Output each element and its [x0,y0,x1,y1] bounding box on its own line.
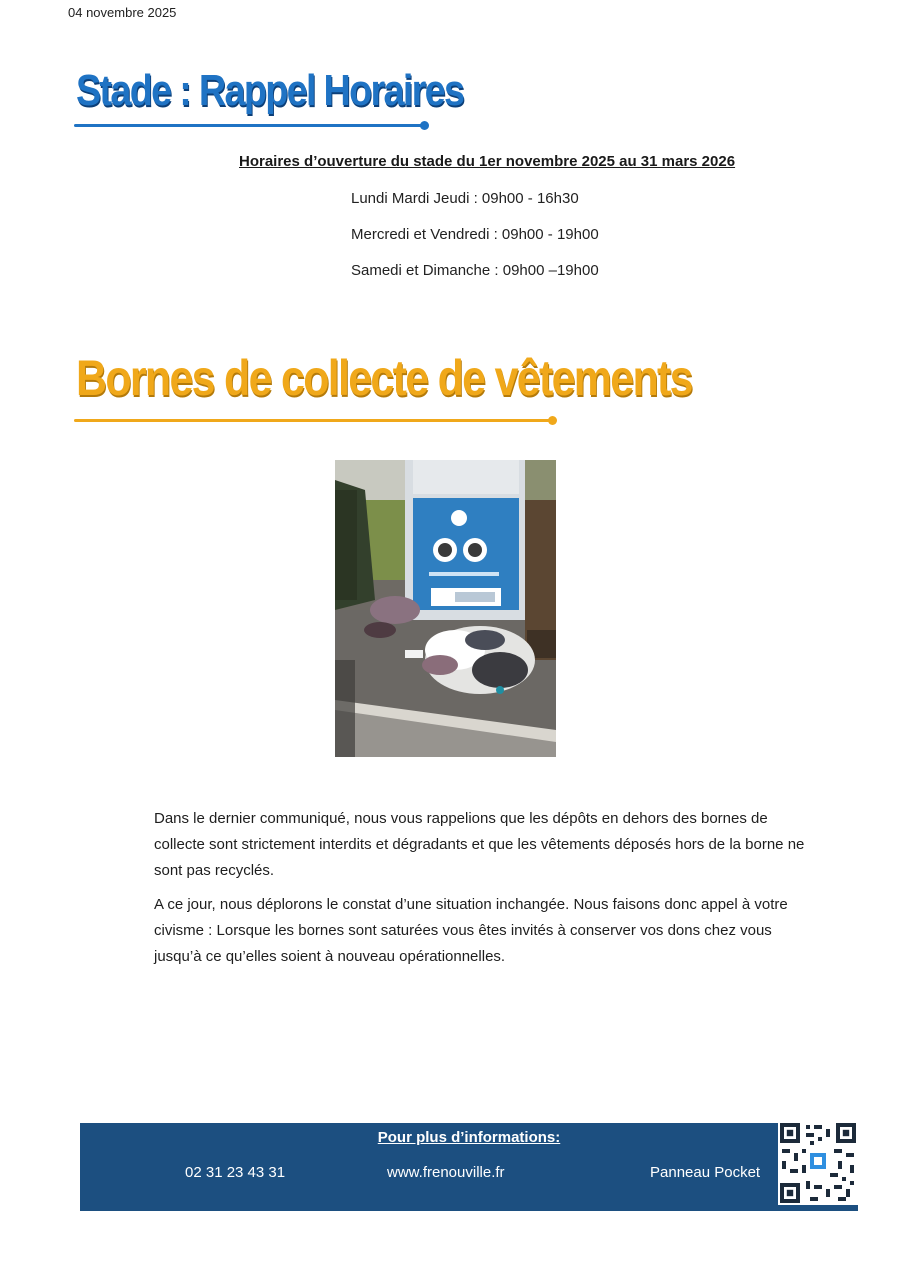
stade-schedule-list [351,190,599,298]
collection-bin-photo [335,460,556,757]
stade-section-title: Stade : Rappel Horaires [76,66,464,115]
bornes-title-underline [74,419,552,422]
document-date: 04 novembre 2025 [68,5,177,20]
bornes-paragraph-2: A ce jour, nous déplorons le constat d’une situation inchangée. Nous faisons donc appel à votre civisme : Lorsque les bornes sont saturées vous êtes invités à conserver vos dons chez vous jusqu’à ce qu’elles soient à nouveau opérationnelles. [154,896,788,965]
stade-title-underline [74,124,424,127]
bornes-section-title: Bornes de collecte de vêtements [76,350,692,406]
footer-panneau-pocket: Panneau Pocket [650,1164,761,1181]
schedule-line-weekdays: Lundi Mardi Jeudi : 09h00 - 16h30 [351,190,579,207]
qr-code-icon [778,1121,858,1205]
bornes-paragraph-1: Dans le dernier communiqué, nous vous rappelions que les dépôts en dehors des bornes de collecte sont strictement interdits et dégradants et que les vêtements déposés hors de la borne ne sont pas recyclés. [154,810,805,879]
footer-phone: 02 31 23 43 31 [185,1164,286,1181]
bornes-message [154,806,814,978]
footer-website: www.frenouville.fr [387,1164,505,1181]
contact-footer [80,1123,858,1211]
schedule-line-wed-fri: Mercredi et Vendredi : 09h00 - 19h00 [351,226,599,243]
footer-heading: Pour plus d’informations: [377,1129,561,1146]
stade-hours-heading: Horaires d’ouverture du stade du 1er novembre 2025 au 31 mars 2026 [239,153,736,170]
schedule-line-weekend: Samedi et Dimanche : 09h00 –19h00 [351,262,599,279]
